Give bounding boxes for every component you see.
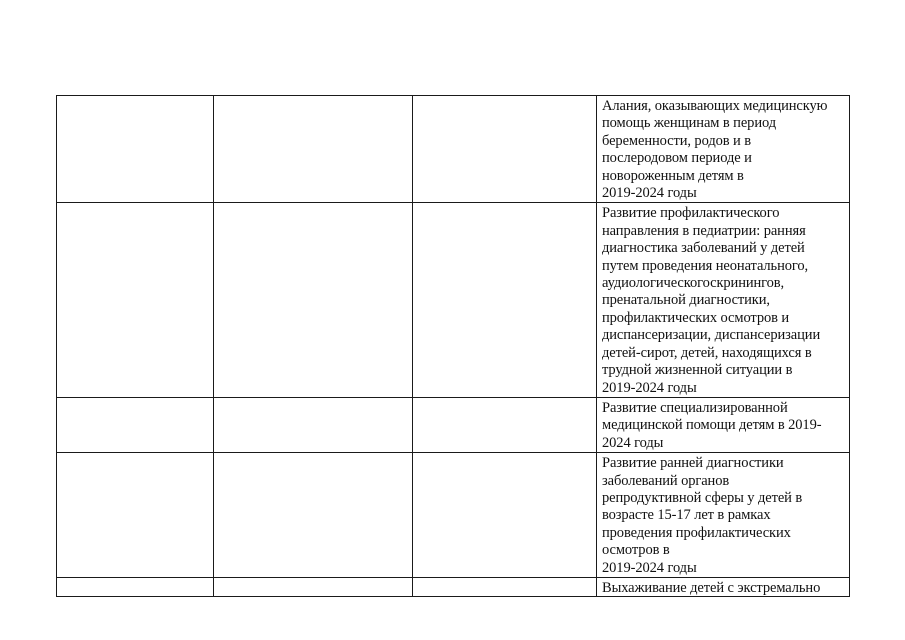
table-row [57, 577, 850, 596]
table-row [57, 96, 850, 203]
table-cell [57, 203, 214, 397]
table-cell [214, 577, 413, 596]
row-description: Развитие специализированной медицинской помощи детям в 2019- 2024 годы [602, 399, 822, 451]
table-cell [413, 96, 597, 203]
table-cell [214, 96, 413, 203]
table-cell-description [597, 96, 850, 203]
table-cell-description [597, 453, 850, 578]
table-cell [57, 397, 214, 452]
table-cell [214, 453, 413, 578]
row-description: Развитие ранней диагностики заболеваний органов репродуктивной сферы у детей в возрасте 15-17 лет в рамках проведения профилактических осмотров в 2019-2024 годы [602, 455, 803, 576]
table-row [57, 203, 850, 397]
row-description: Развитие профилактического направления в педиатрии: ранняя диагностика заболеваний у детей путем проведения неонатального, аудиологическогоскринингов, пренатальной диагностики, профилактических осмотров и диспансеризации, диспансеризации детей-сирот, детей, находящихся в трудной жизненной ситуации в 2019-2024 годы [602, 205, 821, 396]
table-cell [57, 96, 214, 203]
row-description: Выхаживание детей с экстремально [602, 579, 821, 596]
table-cell-description [597, 577, 850, 596]
table-cell-description [597, 397, 850, 452]
row-description: Алания, оказывающих медицинскую помощь женщинам в период беременности, родов и в послеродовом периоде и новороженным детям в 2019-2024 годы [602, 98, 828, 202]
table-cell [57, 577, 214, 596]
table-cell [413, 203, 597, 397]
table-cell [413, 397, 597, 452]
table-cell [214, 203, 413, 397]
table-cell [214, 397, 413, 452]
table-cell-description [597, 203, 850, 397]
table-row [57, 453, 850, 578]
program-table [56, 95, 850, 597]
table-cell [413, 453, 597, 578]
table-row [57, 397, 850, 452]
table-cell [57, 453, 214, 578]
table-cell [413, 577, 597, 596]
